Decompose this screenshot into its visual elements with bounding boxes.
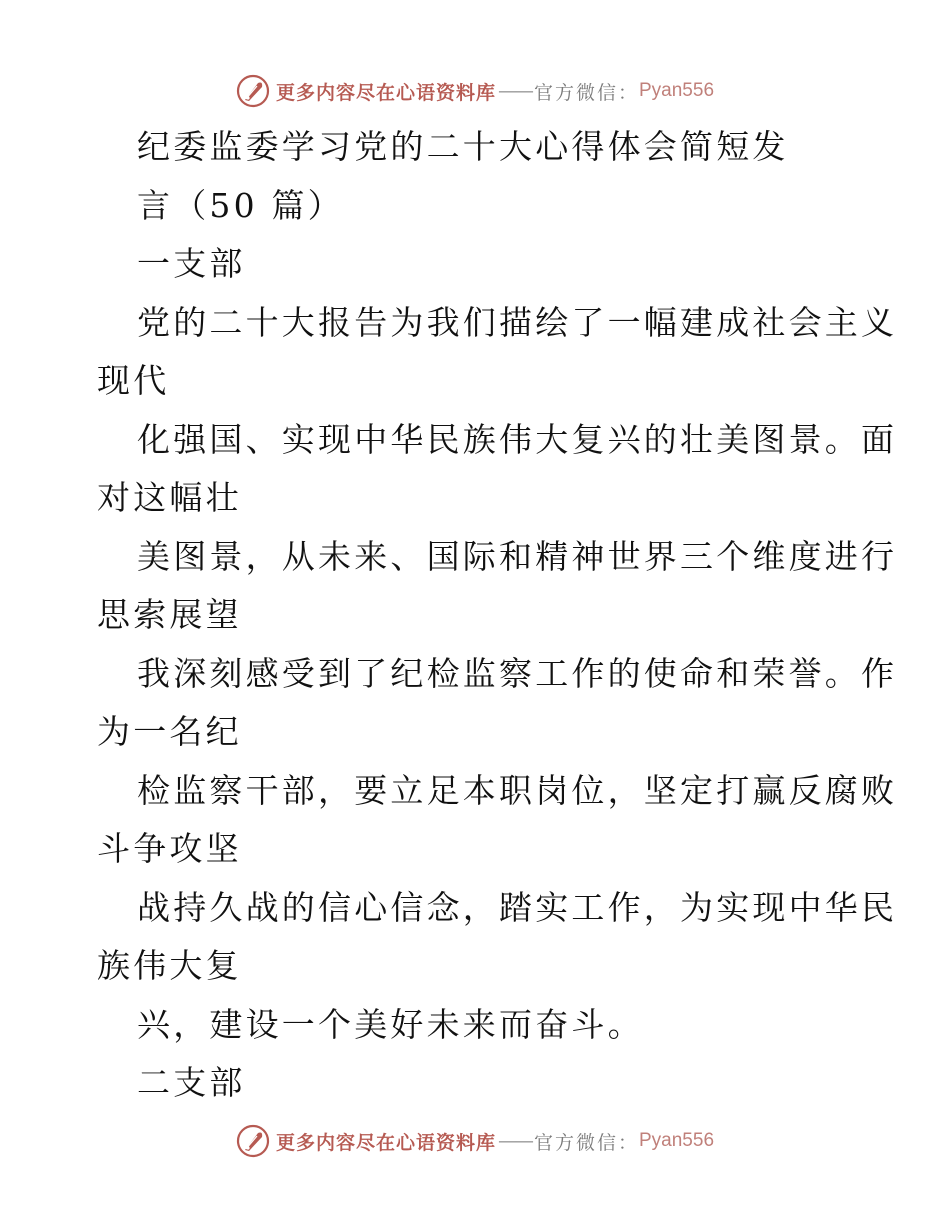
paragraph-line: 党的二十大报告为我们描绘了一幅建成社会主义 xyxy=(137,302,898,342)
paragraph-line: 兴，建设一个美好未来而奋斗。 xyxy=(137,1004,644,1044)
header-banner xyxy=(0,71,950,111)
paragraph-line: 族伟大复 xyxy=(97,946,242,985)
doc-title-line-1: 纪委监委学习党的二十大心得体会简短发 xyxy=(137,127,789,166)
section-heading-branch-1: 一支部 xyxy=(137,244,246,283)
document-body xyxy=(97,118,898,1113)
paragraph-line: 现代 xyxy=(97,361,170,400)
paragraph-line: 检监察干部，要立足本职岗位，坚定打赢反腐败 xyxy=(137,770,898,810)
banner-dash: —— xyxy=(497,80,532,102)
banner-wechat-label: 官方微信： xyxy=(533,1131,639,1154)
doc-title-line-2: 言（50 篇） xyxy=(137,185,344,225)
paragraph-line: 斗争攻坚 xyxy=(97,829,242,868)
paragraph-line: 化强国、实现中华民族伟大复兴的壮美图景。面 xyxy=(137,419,898,459)
banner-dash: —— xyxy=(497,1130,532,1152)
banner-wechat-label: 官方微信： xyxy=(533,81,639,104)
paragraph-line: 战持久战的信心信念，踏实工作，为实现中华民 xyxy=(137,887,898,927)
banner-brand-text: 更多内容尽在心语资料库 xyxy=(275,1131,496,1154)
section-heading-branch-2: 二支部 xyxy=(137,1063,246,1102)
footer-banner xyxy=(0,1121,950,1161)
paragraph-line: 我深刻感受到了纪检监察工作的使命和荣誉。作 xyxy=(137,653,898,693)
paragraph-line: 对这幅壮 xyxy=(97,478,242,517)
banner-brand-text: 更多内容尽在心语资料库 xyxy=(275,81,496,104)
paragraph-line: 为一名纪 xyxy=(97,712,242,751)
feather-pen-logo-icon xyxy=(236,74,270,108)
banner-wechat-id: Pyan556 xyxy=(639,80,715,101)
paragraph-line: 思索展望 xyxy=(97,595,242,634)
paragraph-line: 美图景，从未来、国际和精神世界三个维度进行 xyxy=(137,536,898,576)
feather-pen-logo-icon xyxy=(236,1124,270,1158)
banner-wechat-id: Pyan556 xyxy=(639,1130,715,1151)
